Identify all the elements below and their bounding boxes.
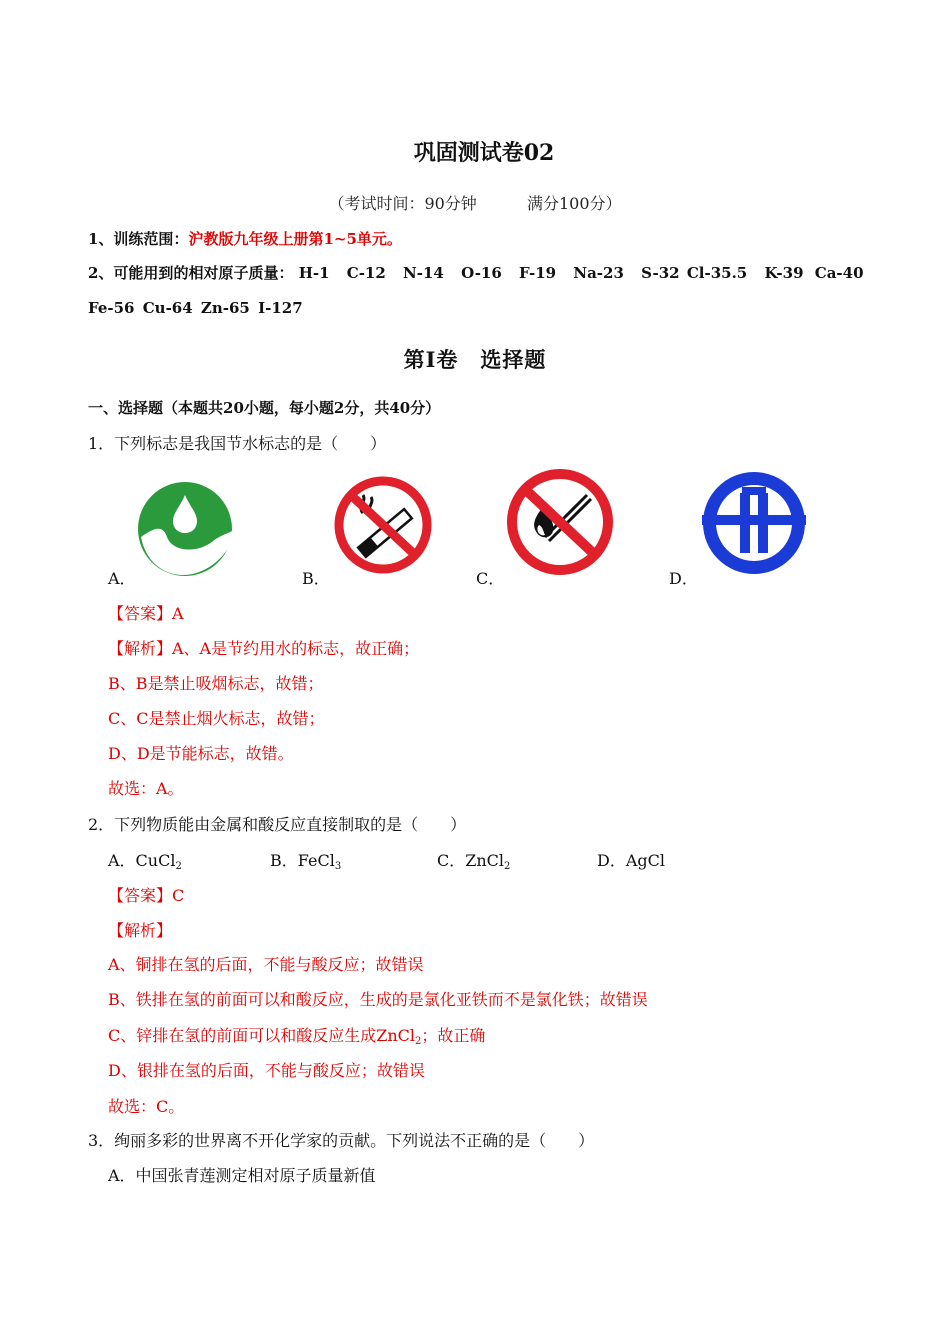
no-smoking-icon bbox=[333, 475, 433, 575]
scope-value: 沪教版九年级上册第1~5单元。 bbox=[188, 230, 402, 248]
q1-option-d: D． bbox=[669, 569, 698, 588]
q3-option-a: A．中国张青莲测定相对原子质量新值 bbox=[108, 1166, 376, 1185]
q2-answer: 【答案】C bbox=[108, 886, 185, 905]
q2-analysis-line: B、铁排在氢的前面可以和酸反应，生成的是氯化亚铁而不是氯化铁；故错误 bbox=[108, 990, 648, 1009]
mass-item: Na-23 bbox=[573, 264, 624, 282]
mass-item: I-127 bbox=[258, 299, 303, 317]
subscript: 3 bbox=[334, 861, 342, 872]
section-title: 第Ⅰ卷 选择题 bbox=[403, 347, 547, 372]
q2-option-b-text: B．FeCl bbox=[270, 851, 335, 870]
q1-option-a: A． bbox=[108, 569, 136, 588]
q2-option-b bbox=[270, 848, 341, 871]
question-2-stem: 2．下列物质能由金属和酸反应直接制取的是（ ） bbox=[88, 815, 467, 834]
question-1-stem: 1．下列标志是我国节水标志的是（ ） bbox=[88, 434, 387, 453]
part-one-heading: 一、选择题（本题共20小题，每小题2分，共40分） bbox=[88, 399, 441, 417]
q1-conclusion: 故选：A。 bbox=[108, 779, 184, 798]
q1-option-b: B． bbox=[302, 569, 330, 588]
q2-option-c bbox=[437, 848, 510, 871]
q1-option-c: C． bbox=[476, 569, 505, 588]
q2-option-a-text: A．CuCl bbox=[108, 851, 176, 870]
q1-analysis-line: D、D是节能标志，故错。 bbox=[108, 744, 294, 763]
no-fire-icon bbox=[505, 467, 615, 577]
atomic-mass-line-2 bbox=[88, 299, 303, 317]
subscript: 2 bbox=[504, 861, 511, 872]
water-saving-icon bbox=[137, 481, 233, 577]
subscript: 2 bbox=[415, 1036, 422, 1047]
q2-analysis-line: D、银排在氢的后面，不能与酸反应；故错误 bbox=[108, 1061, 425, 1080]
mass-item: Fe-56 bbox=[88, 299, 135, 317]
exam-meta bbox=[0, 191, 950, 214]
mass-item: Cl-35.5 bbox=[686, 264, 748, 282]
q2-option-d bbox=[597, 848, 665, 871]
question-3-stem: 3．绚丽多彩的世界离不开化学家的贡献。下列说法不正确的是（ ） bbox=[88, 1131, 595, 1150]
full-score: 满分100分） bbox=[527, 194, 622, 213]
q2-line-c-tail: ；故正确 bbox=[421, 1026, 486, 1045]
q1-analysis-line: B、B是禁止吸烟标志，故错； bbox=[108, 674, 324, 693]
q2-line-c-text: C、锌排在氢的前面可以和酸反应生成ZnCl bbox=[108, 1026, 416, 1045]
q2-analysis-line bbox=[108, 1023, 485, 1046]
scope-label: 1、训练范围： bbox=[88, 230, 189, 248]
mass-item: Cu-64 bbox=[142, 299, 193, 317]
q2-analysis-line: A、铜排在氢的后面，不能与酸反应；故错误 bbox=[108, 955, 424, 974]
mass-item: K-39 bbox=[764, 264, 804, 282]
q1-analysis: 【解析】A、A是节约用水的标志，故正确； bbox=[108, 639, 420, 658]
q2-option-d-text: D．AgCl bbox=[597, 851, 665, 870]
exam-time: （考试时间：90分钟 bbox=[328, 194, 477, 213]
mass-item: N-14 bbox=[403, 264, 444, 282]
q1-answer: 【答案】A bbox=[108, 604, 184, 623]
q2-option-c-text: C．ZnCl bbox=[437, 851, 505, 870]
mass-item: C-12 bbox=[346, 264, 386, 282]
page-title: 巩固测试卷02 bbox=[413, 140, 555, 166]
mass-item: S-32 bbox=[641, 264, 680, 282]
mass-item: Zn-65 bbox=[200, 299, 250, 317]
q2-analysis: 【解析】 bbox=[108, 921, 173, 940]
mass-item: O-16 bbox=[461, 264, 502, 282]
atomic-mass-label: 2、可能用到的相对原子质量： bbox=[88, 264, 294, 282]
subscript: 2 bbox=[175, 861, 182, 872]
atomic-mass-line bbox=[88, 262, 864, 283]
mass-item: F-19 bbox=[519, 264, 557, 282]
q2-option-a bbox=[108, 848, 182, 871]
mass-item: H-1 bbox=[298, 264, 330, 282]
scope-line bbox=[88, 228, 402, 249]
q2-conclusion: 故选：C。 bbox=[108, 1097, 185, 1116]
q1-analysis-line: C、C是禁止烟火标志，故错； bbox=[108, 709, 325, 728]
mass-item: Ca-40 bbox=[814, 264, 864, 282]
energy-saving-icon bbox=[702, 471, 806, 575]
